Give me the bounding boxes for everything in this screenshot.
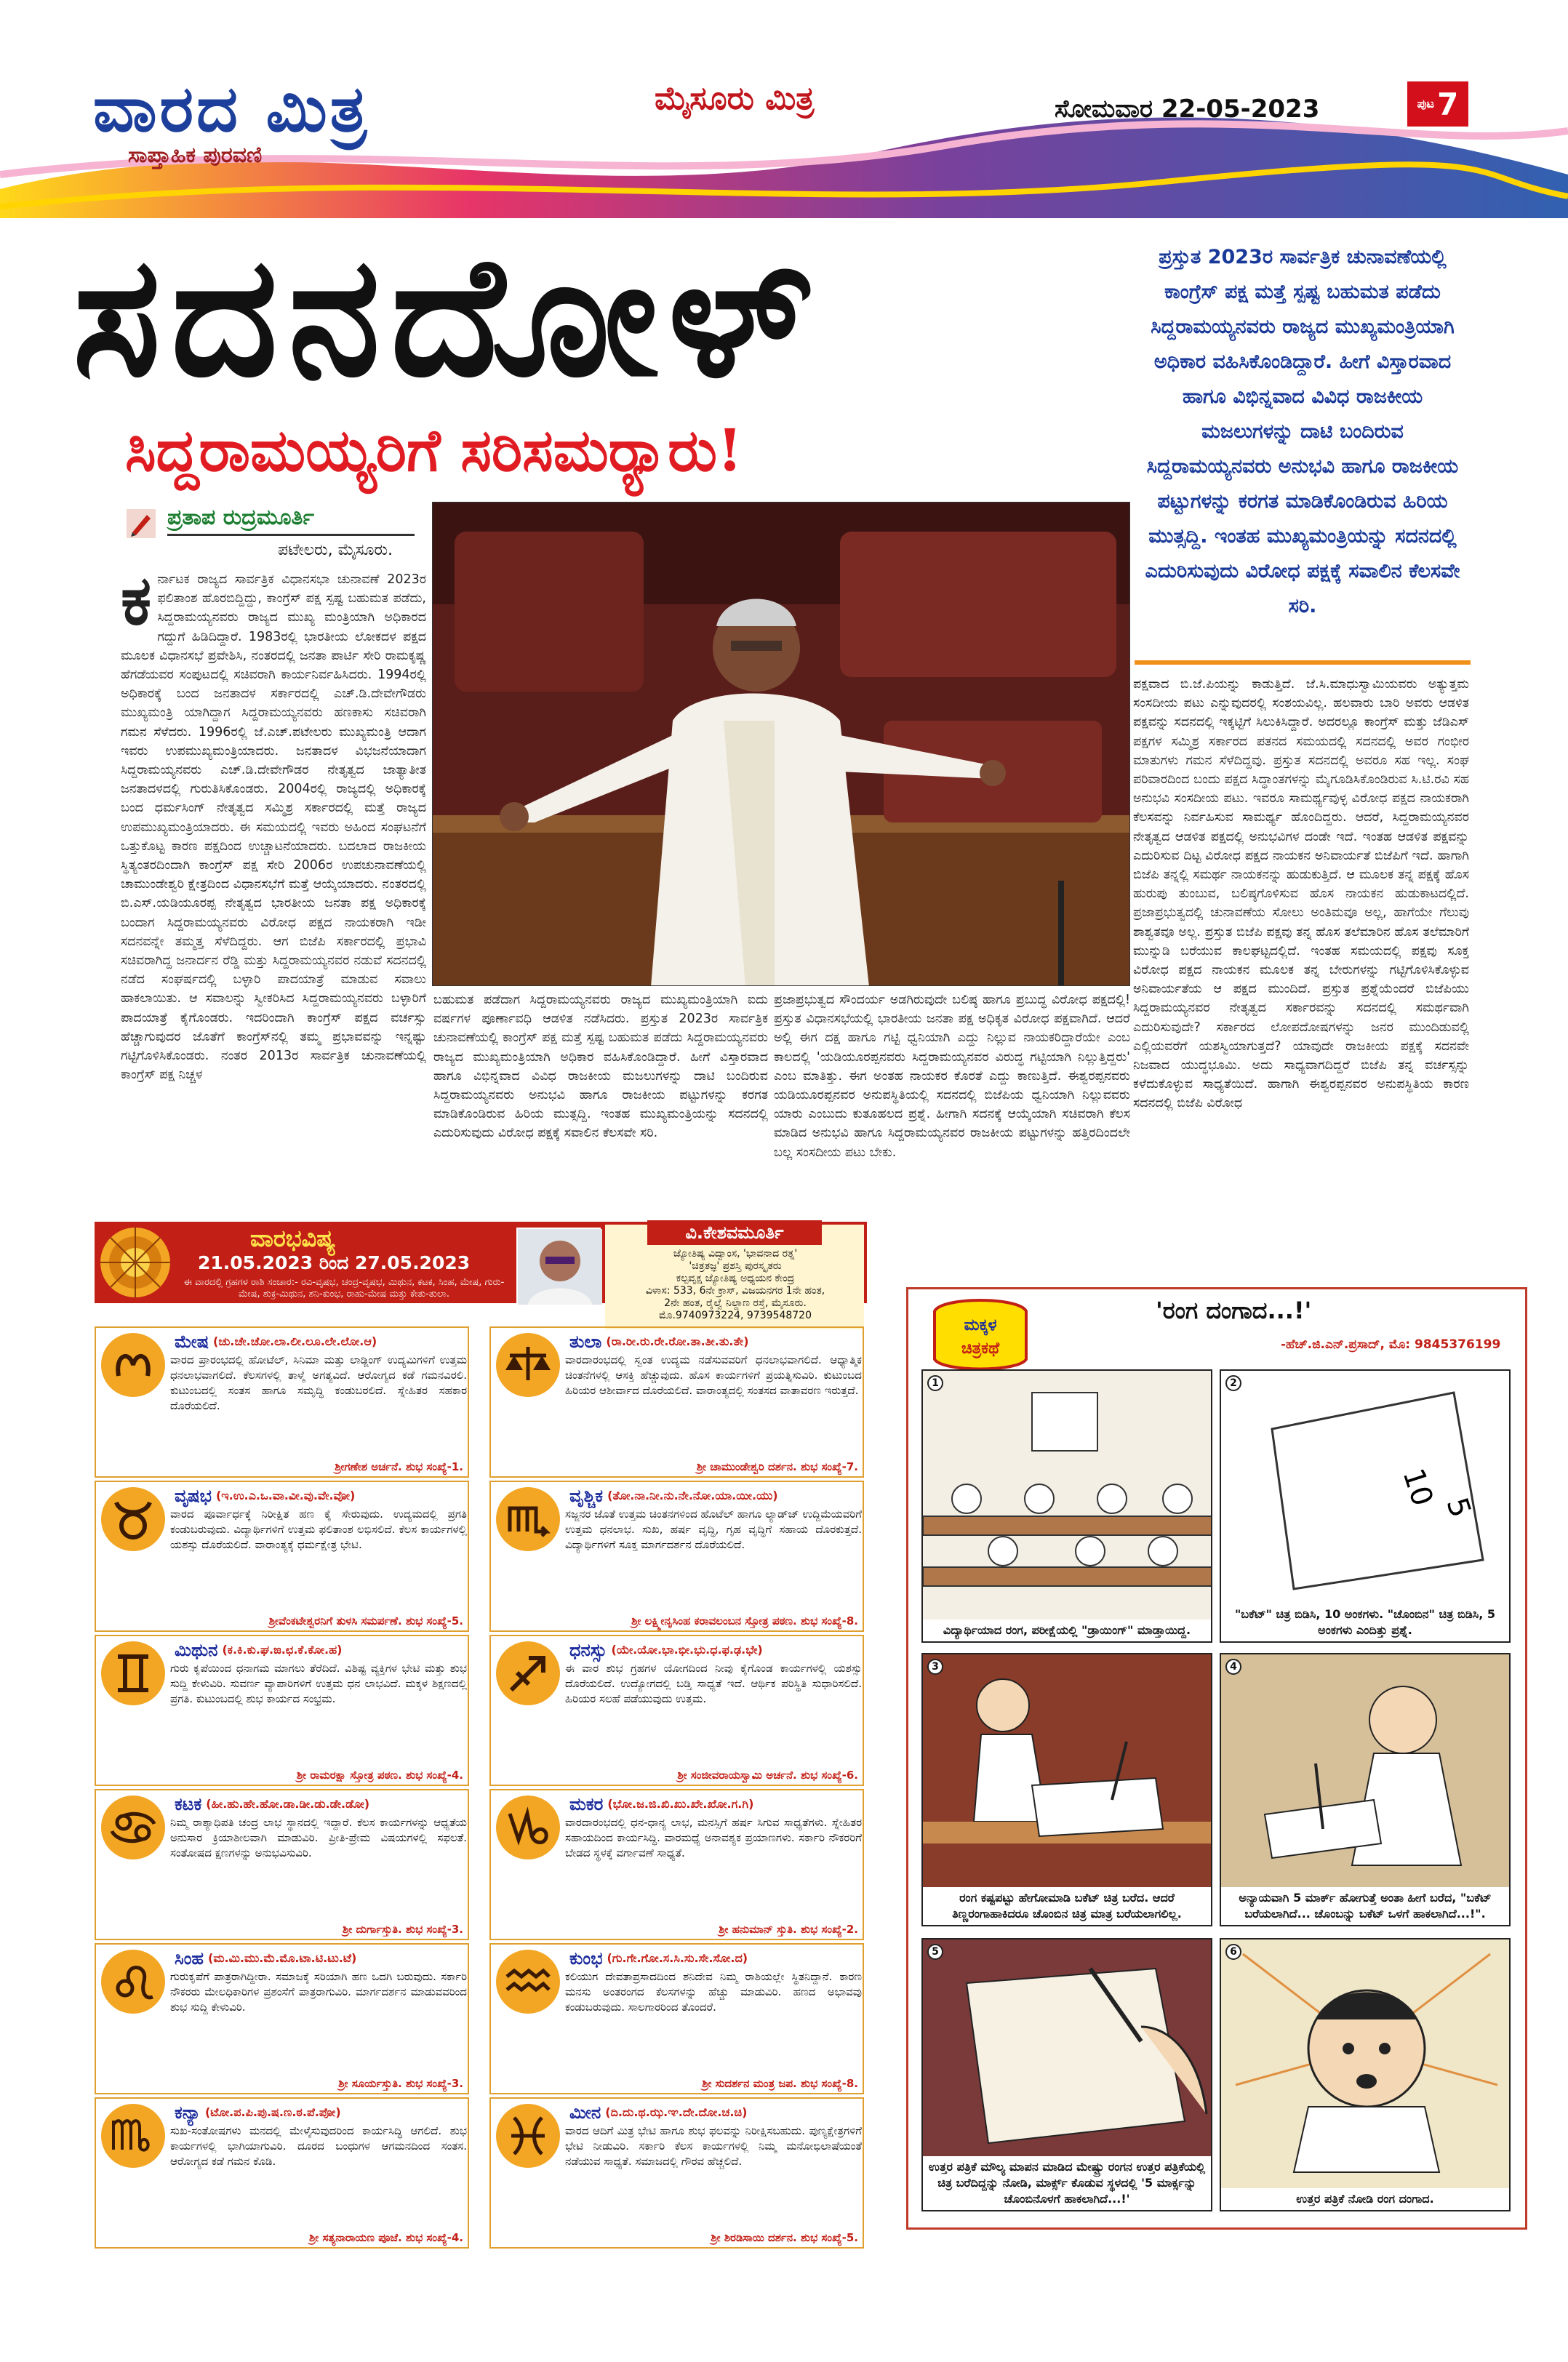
intro-text: ಪ್ರಸ್ತುತ 2023ರ ಸಾರ್ವತ್ರಿಕ ಚುನಾವಣೆಯಲ್ಲಿ ಕಾಂಗ್ರೆಸ್ ಪಕ್ಷ ಮತ್ತೆ ಸ್ಪಷ್ಟ ಬಹುಮತ ಪಡೆದು ಸಿದ್ದರಾಮಯ್ಯನವರು ರಾಜ್ಯದ ಮುಖ್ಯಮಂತ್ರಿಯಾಗಿ ಅಧಿಕಾರ ವಹಿಸಿಕೊಂಡಿದ್ದಾರೆ. ಹೀಗೆ ವಿಸ್ತಾರವಾದ ಹಾಗೂ ವಿಭಿನ್ನವಾದ ವಿವಿಧ ರಾಜಕೀಯ ಮಜಲುಗಳನ್ನು ದಾಟಿ ಬಂದಿರುವ ಸಿದ್ದರಾಮಯ್ಯನವರು ಅನುಭವಿ ಹಾಗೂ ರಾಜಕೀಯ ಪಟ್ಟುಗಳನ್ನು ಕರಗತ ಮಾಡಿಕೊಂಡಿರುವ ಹಿರಿಯ ಮುತ್ಸದ್ದಿ. ಇಂತಹ ಮುಖ್ಯಮಂತ್ರಿಯನ್ನು ಸದನದಲ್ಲಿ ಎದುರಿಸುವುದು ವಿರೋಧ ಪಕ್ಷಕ್ಕೆ ಸವಾಲಿನ ಕೆಲಸವೇ ಸರಿ. xyxy=(1145,246,1460,617)
zodiac-sign-box xyxy=(95,1943,469,2094)
sign-name: ತುಲಾ xyxy=(569,1332,602,1352)
virgo-icon xyxy=(100,2103,166,2169)
subheadline: ಸಿದ್ದರಾಮಯ್ಯರಿಗೆ ಸರಿಸಮರ್‍ಯಾರು! xyxy=(125,416,743,484)
comic-badge-line2: ಚಿತ್ರಕಥೆ xyxy=(961,1340,1000,1358)
astrologer-portrait-illustration xyxy=(518,1229,602,1305)
pullout-subtitle: ಸಾಪ್ತಾಹಿಕ ಪುರವಣಿ xyxy=(128,143,263,168)
panel-number: 2 xyxy=(1225,1375,1241,1391)
sign-text: ವಾರದಾರಂಭದಲ್ಲಿ ಧನ-ಧಾನ್ಯ ಲಾಭ, ಮನಸ್ಸಿಗೆ ಹರ್ಷ ಸಿಗುವ ಸಾಧ್ಯತೆಗಳು. ಸ್ನೇಹಿತರ ಸಹಾಯದಿಂದ ಕಾರ್ಯಸಿದ್ಧಿ. ವಾರಮಧ್ಯೆ ಅನಾವಶ್ಯಕ ಪ್ರಯಾಣಗಳು. ಸರ್ಕಾರಿ ನೌಕರರಿಗೆ ಬೇಡದ ಸ್ಥಳಕ್ಕೆ ವರ್ಗಾವಣೆ ಸಾಧ್ಯತೆ. xyxy=(565,1816,862,1859)
sign-remedy: ಶ್ರೀ ಸುದರ್ಶನ ಮಂತ್ರ ಜಪ. ಶುಭ ಸಂಖ್ಯೆ-8. xyxy=(702,2077,858,2090)
sign-text: ವಾರದ ಪ್ರಾರಂಭದಲ್ಲಿ ಹೋಟೆಲ್, ಸಿನಿಮಾ ಮತ್ತು ಲಾಡ್ಜಿಂಗ್ ಉದ್ಯಮಿಗಳಿಗೆ ಉತ್ತಮ ಧನಲಾಭವಾಗಲಿದೆ. ಕೆಲಸಗಳಲ್ಲಿ ತಾಳ್ಮೆ ಅಗತ್ಯವಿದೆ. ಆರೋಗ್ಯದ ಕಡೆ ಗಮನವಿರಲಿ. ಕುಟುಂಬದಲ್ಲಿ ಸಂತಸ ಹಾಗೂ ಸಮೃದ್ಧಿ ಕಂಡುಬರಲಿದೆ. ಸ್ನೇಹಿತರ ಸಹಕಾರ ದೊರೆಯಲಿದೆ. xyxy=(170,1353,467,1412)
panel-6-drawing xyxy=(1221,1939,1511,2211)
author-location: ಪಟೇಲರು, ಮೈಸೂರು. xyxy=(278,541,393,559)
sign-name: ವೃಶ್ಚಿಕ xyxy=(569,1486,604,1506)
sign-remedy: ಶ್ರೀ ದುರ್ಗಾಸ್ತುತಿ. ಶುಭ ಸಂಖ್ಯೆ-3. xyxy=(343,1923,463,1936)
taurus-icon xyxy=(100,1486,166,1552)
comic-credit: -ಹೆಚ್.ಜಿ.ಎನ್.ಪ್ರಸಾದ್, ಮೊ: 9845376199 xyxy=(1281,1337,1501,1352)
panel-number: 3 xyxy=(927,1659,943,1675)
intro-box xyxy=(1135,234,1471,665)
zodiac-sign-box xyxy=(95,1326,469,1478)
aries-icon xyxy=(100,1332,166,1398)
libra-icon xyxy=(495,1332,561,1398)
comic-badge-line1: ಮಕ್ಕಳ xyxy=(964,1316,997,1334)
sign-letters: (ಟೋ.ಪ.ಪಿ.ಪು.ಷ.ಣ.ಠ.ಪೆ.ಪೋ) xyxy=(204,2105,341,2119)
sign-letters: (ಯೇ.ಯೋ.ಭಾ.ಭೀ.ಭು.ಧ.ಫ.ಢ.ಭೇ) xyxy=(611,1643,763,1657)
horoscope-dates: 21.05.2023 ರಿಂದ 27.05.2023 xyxy=(198,1252,471,1273)
sign-name: ಕಟಕ xyxy=(175,1794,202,1814)
sign-text: ನಿಮ್ಮ ರಾಶ್ಯಾಧಿಪತಿ ಚಂದ್ರ ಲಾಭ ಸ್ಥಾನದಲ್ಲಿ ಇದ್ದಾರೆ. ಕೆಲಸ ಕಾರ್ಯಗಳನ್ನು ಆಧ್ಯತೆಯ ಅನುಸಾರ ಕ್ರಿಯಾಶೀಲವಾಗಿ ಮಾಡುವಿರಿ. ಪ್ರೀತಿ-ಪ್ರೇಮ ವಿಷಯಗಳಲ್ಲಿ ಸಫಲತೆ. ಸಂತೋಷದ ಕ್ಷಣಗಳನ್ನು ಅನುಭವಿಸುವಿರಿ. xyxy=(170,1816,467,1859)
sign-name: ವೃಷಭ xyxy=(175,1486,212,1506)
sign-letters: (ತೋ.ನಾ.ನೀ.ನು.ನೇ.ನೋ.ಯಾ.ಯೀ.ಯು) xyxy=(607,1489,778,1502)
sign-letters: (ಕ.ಕಿ.ಕು.ಘ.ಙ.ಛ.ಕೆ.ಕೋ.ಹ) xyxy=(222,1643,343,1657)
gemini-icon xyxy=(100,1641,166,1706)
comic-panel xyxy=(1220,1369,1511,1643)
sign-letters: (ಮ.ಮಿ.ಮು.ಮೆ.ಮೊ.ಟಾ.ಟಿ.ಟು.ಟೆ) xyxy=(208,1951,357,1965)
sign-letters: (ದಿ.ದು.ಥ.ಝ.ಞ.ದೇ.ದೋ.ಚ.ಚಿ) xyxy=(605,2105,748,2119)
sign-text: ವಾರದಾರಂಭದಲ್ಲಿ ಸ್ವಂತ ಉದ್ಯಮ ನಡೆಸುವವರಿಗೆ ಧನಲಾಭವಾಗಲಿದೆ. ಆಧ್ಯಾತ್ಮಿಕ ಚಿಂತನೆಗಳಲ್ಲಿ ಆಸಕ್ತಿ ಹೆಚ್ಚುವುದು. ಹೊಸ ಕಾರ್ಯಗಳಿಗೆ ಪ್ರಯತ್ನಿಸುವಿರಿ. ಕುಟುಂಬದ ಹಿರಿಯರ ಆಶೀರ್ವಾದ ದೊರೆಯಲಿದೆ. ವಾರಾಂತ್ಯದಲ್ಲಿ ಸಂತಸದ ವಾತಾವರಣ ಇರುತ್ತದೆ. xyxy=(565,1353,862,1397)
page-label: ಪುಟ xyxy=(1417,97,1435,111)
pullout-title: ವಾರದ ಮಿತ್ರ xyxy=(93,71,370,146)
panel-4-drawing xyxy=(1221,1654,1511,1926)
horoscope-title: ವಾರಭವಿಷ್ಯ xyxy=(250,1225,336,1252)
zodiac-sign-box xyxy=(489,1481,864,1632)
article-column-1 xyxy=(121,570,426,1210)
zodiac-sign-box xyxy=(489,2097,864,2249)
sign-remedy: ಶ್ರೀ ರಾಮರಕ್ಷಾ ಸ್ತೋತ್ರ ಪಠಣ. ಶುಭ ಸಂಖ್ಯೆ-4. xyxy=(296,1769,463,1782)
sign-remedy: ಶ್ರೀ ಸತ್ಯನಾರಾಯಣ ಪೂಜೆ. ಶುಭ ಸಂಖ್ಯೆ-4. xyxy=(309,2231,463,2244)
sign-letters: (ಭೋ.ಜ.ಜಿ.ಖಿ.ಖು.ಖೇ.ಖೋ.ಗ.ಗಿ) xyxy=(607,1797,754,1811)
sign-text: ಈ ವಾರ ಶುಭ ಗ್ರಹಗಳ ಯೋಗದಿಂದ ನೀವು ಕೈಗೊಂಡ ಕಾರ್ಯಗಳಲ್ಲಿ ಯಶಸ್ಸು ದೊರೆಯಲಿದೆ. ಉದ್ಯೋಗದಲ್ಲಿ ಬಡ್ತಿ ಸಾಧ್ಯತೆ ಇದೆ. ಆರ್ಥಿಕ ಪರಿಸ್ಥಿತಿ ಸುಧಾರಿಸಲಿದೆ. ಹಿರಿಯರ ಸಲಹೆ ಪಡೆಯುವುದು ಉತ್ತಮ. xyxy=(565,1662,862,1705)
sign-remedy: ಶ್ರೀವೆಂಕಟೇಶ್ವರನಿಗೆ ತುಳಸಿ ಸಮರ್ಪಣೆ. ಶುಭ ಸಂಖ್ಯೆ-5. xyxy=(268,1614,463,1628)
astrologer-line: ವಿಳಾಸ: 533, 6ನೇ ಕ್ರಾಸ್, ವಿಜಯನಗರ 1ನೇ ಹಂತ, xyxy=(645,1285,825,1297)
scorpio-icon xyxy=(495,1486,561,1552)
newspaper-name: ಮೈಸೂರು ಮಿತ್ರ xyxy=(655,80,815,117)
sign-name: ಮಕರ xyxy=(569,1794,604,1814)
paper-number-5: 5 xyxy=(1439,1493,1478,1522)
pisces-icon xyxy=(495,2103,561,2169)
page-number-badge xyxy=(1407,81,1468,127)
sign-name: ಮಿಥುನ xyxy=(175,1640,218,1660)
sign-letters: (ರಾ.ರೀ.ರು.ರೇ.ರೋ.ತಾ.ತೀ.ತು.ತೇ) xyxy=(606,1334,749,1348)
issue-date: ಸೋಮವಾರ 22-05-2023 xyxy=(1055,95,1320,124)
sign-text: ವಾರದ ಆದಿಗೆ ಮಿತ್ರ ಭೇಟಿ ಹಾಗೂ ಶುಭ ಫಲವನ್ನು ನಿರೀಕ್ಷಿಸಬಹುದು. ಪುಣ್ಯಕ್ಷೇತ್ರಗಳಿಗೆ ಭೇಟಿ ನೀಡುವಿರಿ. ಸರ್ಕಾರಿ ಕೆಲಸ ಕಾರ್ಯಗಳಲ್ಲಿ ನಿಮ್ಮ ಮನೋಭಿಲಾಷೆಯಂತೆ ನಡೆಯುವ ಸಾಧ್ಯತೆ. ಸಮಾಜದಲ್ಲಿ ಗೌರವ ಹೆಚ್ಚಲಿದೆ. xyxy=(565,2124,862,2168)
sign-text: ಕಲಿಯುಗ ದೇವತಾಪ್ರಸಾದದಿಂದ ಶನಿದೇವ ನಿಮ್ಮ ರಾಶಿಯಲ್ಲೇ ಸ್ಥಿತನಿದ್ದಾನೆ. ಕಾರಣ ಮನಸು ಅಂತರಂಗದ ಕೆಲಸಗಳನ್ನು ಹೆಚ್ಚು ಮಾಡುವಿರಿ. ಹಣದ ಅಭಾವವು ಕಂಡುಬರುವುದು. ಸಾಲಗಾರರಿಂದ ತೊಂದರೆ. xyxy=(565,1970,862,2014)
sagittarius-icon xyxy=(495,1641,561,1706)
panel-caption: ಉತ್ತರ ಪತ್ರಿಕೆ ನೋಡಿ ರಂಗ ದಂಗಾದ. xyxy=(1221,2188,1509,2210)
horoscope-section xyxy=(95,1222,867,2257)
sign-name: ಮೇಷ xyxy=(175,1332,209,1352)
sign-letters: (ಹೀ.ಹು.ಹೇ.ಹೋ.ಡಾ.ಡೀ.ಡು.ಡೇ.ಡೋ) xyxy=(206,1797,370,1811)
headline: ಸದನದೋಳ್ xyxy=(73,218,823,413)
astrologer-line: ಕಲ್ಪವೃಕ್ಷ ಜ್ಯೋತಿಷ್ಯ ಅಧ್ಯಯನ ಕೇಂದ್ರ xyxy=(676,1273,795,1284)
comic-badge xyxy=(927,1297,1033,1378)
astrologer-name: ವಿ.ಕೇಶವಮೂರ್ತಿ xyxy=(647,1220,822,1245)
sign-text: ಸಜ್ಜನರ ಜೊತೆ ಉತ್ತಮ ಚಿಂತನಗಳಿಂದ ಹೊಟೆಲ್ ಹಾಗೂ ಲ್ಯಾಡ್‌ಜ್ ಉದ್ದಿಮೆಯವರಿಗೆ ಉತ್ತಮ ಧನಲಾಭ. ಸುಖ, ಹರ್ಷ ವೃದ್ಧಿ, ಗೃಹ ವೃದ್ಧಿಗೆ ಸಹಾಯ ದೊರಕುತ್ತದೆ. ವಿದ್ಯಾರ್ಥಿಗಳಿಗೆ ಸೂಕ್ತ ಮಾರ್ಗದರ್ಶನ ದೊರೆಯಲಿದೆ. xyxy=(565,1508,862,1551)
sign-remedy: ಶ್ರೀ ಚಾಮುಂಡೇಶ್ವರಿ ದರ್ಶನ. ಶುಭ ಸಂಖ್ಯೆ-7. xyxy=(696,1460,858,1473)
panel-2-drawing xyxy=(1221,1371,1511,1643)
aquarius-icon xyxy=(495,1949,561,2014)
panel-1-drawing xyxy=(923,1371,1212,1643)
cancer-icon xyxy=(100,1795,166,1860)
sign-text: ಗುರು ಕೃಪೆಯಿಂದ ಧನಾಗಮ ಮಾಗಲು ತೆರೆದಿದೆ. ವಿಶಿಷ್ಟ ವ್ಯಕ್ತಿಗಳ ಭೇಟಿ ಮತ್ತು ಶುಭ ಸುದ್ದಿ ಕೇಳುವಿರಿ. ಸುವರ್ಣ ವ್ಯಾಪಾರಿಗಳಿಗೆ ಉತ್ತಮ ಧನ ಲಾಭವಿದೆ. ಮಕ್ಕಳ ಶಿಕ್ಷಣದಲ್ಲಿ ಪ್ರಗತಿ. ಕುಟುಂಬದಲ್ಲಿ ಶುಭ ಕಾರ್ಯದ ಸಂಭ್ರಮ. xyxy=(170,1662,467,1705)
comic-panel xyxy=(921,1653,1212,1926)
sign-letters: (ಗು.ಗೇ.ಗೋ.ಸ.ಸಿ.ಸು.ಸೇ.ಸೋ.ದ) xyxy=(607,1951,748,1965)
zodiac-sign-box xyxy=(489,1789,864,1940)
sign-name: ಮೀನ xyxy=(569,2102,601,2123)
article-photo xyxy=(432,502,1130,986)
zodiac-sign-box xyxy=(489,1635,864,1786)
panel-caption: ಅನ್ಯಾಯವಾಗಿ 5 ಮಾರ್ಕ್ ಹೋಗುತ್ತೆ ಅಂತಾ ಹೀಗೆ ಬರೆದ, "ಬಕೆಟ್ ಬರೆಯಲಾಗಿದೆ... ಚೊಂಬನ್ನು ಬಕೆಟ್ ಒಳಗೆ ಹಾಕಲಾಗಿದೆ...!". xyxy=(1221,1887,1509,1925)
zodiac-sign-box xyxy=(95,1481,469,1632)
astrologer-line: 2ನೇ ಹಂತ, ರೈಲ್ವೆ ನಿಲ್ದಾಣ ರಸ್ತೆ, ಮೈಸೂರು. xyxy=(664,1297,807,1309)
sign-name: ಧನಸ್ಸು xyxy=(569,1640,607,1660)
sign-remedy: ಶ್ರೀಗಣೇಶ ಅರ್ಚನೆ. ಶುಭ ಸಂಖ್ಯೆ-1. xyxy=(335,1460,463,1473)
sign-name: ಕನ್ಯಾ xyxy=(175,2102,201,2123)
drop-cap: ಕ xyxy=(121,570,152,641)
panel-number: 4 xyxy=(1225,1659,1241,1675)
sign-remedy: ಶ್ರೀ ಲಕ್ಷ್ಮೀನೃಸಿಂಹ ಕರಾವಲಂಬನ ಸ್ತೋತ್ರ ಪಠಣ. ಶುಭ ಸಂಖ್ಯೆ-8. xyxy=(631,1614,858,1628)
horoscope-transit: ಈ ವಾರದಲ್ಲಿ ಗ್ರಹಗಳ ರಾಶಿ ಸಂಚಾರ:- ರವಿ-ವೃಷಭ, ಚಂದ್ರ-ವೃಷಭ, ಮಿಥುನ, ಕಟಕ, ಸಿಂಹ, ಮೇಷ, ಗುರು-ಮೇಷ, ಶುಕ್ರ-ಮಿಥುನ, ಶನಿ-ಕುಂಭ, ರಾಹು-ಮೇಷ ಮತ್ತು ಕೇತು-ತುಲಾ. xyxy=(183,1277,505,1300)
panel-3-drawing xyxy=(923,1654,1212,1926)
panel-caption: ಉತ್ತರ ಪತ್ರಿಕೆ ಮೌಲ್ಯ ಮಾಪನ ಮಾಡಿದ ಮೇಷ್ಟ್ರು ರಂಗನ ಉತ್ತರ ಪತ್ರಿಕೆಯಲ್ಲಿ ಚಿತ್ರ ಬರೆದಿದ್ದನ್ನು ನೋಡಿ, ಮಾರ್ಕ್ಸ್ ಕೊಡುವ ಸ್ಥಳದಲ್ಲಿ '5 ಮಾರ್ಕ್ಸನ್ನು ಚೊಂಬಿನೊಳಗೆ ಹಾಕಲಾಗಿದೆ...!' xyxy=(923,2156,1211,2210)
astrologer-line: 'ಚಿತ್ರತಜ್ಞ' ಪ್ರಶಸ್ತಿ ಪುರಸ್ಕೃತರು xyxy=(689,1260,782,1272)
assembly-photo-illustration xyxy=(433,503,1130,986)
paper-number-10: 10 xyxy=(1396,1464,1439,1510)
sign-letters: (ಚು.ಚೇ.ಚೋ.ಲಾ.ಲೀ.ಲೂ.ಲೇ.ಲೋ.ಆ) xyxy=(213,1334,377,1348)
comic-panel xyxy=(1220,1938,1511,2211)
zodiac-sign-box xyxy=(489,1943,864,2094)
article-column-4: ಪಕ್ಷವಾದ ಬಿ.ಜೆ.ಪಿಯನ್ನು ಕಾಡುತ್ತಿದೆ. ಜೆ.ಸಿ.ಮಾಧುಸ್ವಾಮಿಯವರು ಅತ್ಯುತ್ತಮ ಸಂಸದೀಯ ಪಟು ಎನ್ನುವುದರಲ್ಲಿ ಸಂಶಯವಿಲ್ಲ. ಹಲವಾರು ಬಾರಿ ಅವರು ಆಡಳಿತ ಪಕ್ಷವನ್ನು ಸದನದಲ್ಲಿ ಇಕ್ಕಟ್ಟಿಗೆ ಸಿಲುಕಿಸಿದ್ದಾರೆ. ಅದರಲ್ಲೂ ಕಾಂಗ್ರೆಸ್ ಮತ್ತು ಜೆಡಿಎಸ್ ಪಕ್ಷಗಳ ಸಮ್ಮಿಶ್ರ ಸರ್ಕಾರದ ಪತನದ ಸಮಯದಲ್ಲಿ ಸದನದಲ್ಲಿ ಅವರ ಗಂಭೀರ ಮಾತುಗಳು ಗಮನ ಸೆಳೆದಿದ್ದವು. ಪ್ರಸ್ತುತ ಸದನದಲ್ಲಿ ಅವರೂ ಸಹ ಇಲ್ಲ. ಸಂಘ ಪರಿವಾರದಿಂದ ಬಂದು ಪಕ್ಷದ ಸಿದ್ಧಾಂತಗಳನ್ನು ಮೈಗೂಡಿಸಿಕೊಂಡಿರುವ ಸಿ.ಟಿ.ರವಿ ಸಹ ಅನುಭವಿ ಸಂಸದೀಯ ಪಟು. ಇವರೂ ಸಾಮರ್ಥ್ಯವುಳ್ಳ ವಿರೋಧ ಪಕ್ಷದ ನಾಯಕರಾಗಿ ಕೆಲಸವನ್ನು ನಿರ್ವಹಿಸುವ ಸಾಮರ್ಥ್ಯ ಹೊಂದಿದ್ದರು. ಆದರೆ, ಸಿದ್ದರಾಮಯ್ಯನವರ ನೇತೃತ್ವದ ಆಡಳಿತ ಪಕ್ಷದಲ್ಲಿ ಅನುಭವಿಗಳ ದಂಡೇ ಇದೆ. ಇಂತಹ ಆಡಳಿತ ಪಕ್ಷವನ್ನು ಎದುರಿಸುವ ದಿಟ್ಟ ವಿರೋಧ ಪಕ್ಷದ ನಾಯಕನ ಅನಿವಾರ್ಯತೆ ಬಿಜೆಪಿಗೆ ಇದೆ. ಹಾಗಾಗಿ ಬಿಜೆಪಿ ತನ್ನಲ್ಲಿ ಸಮರ್ಥ ನಾಯಕನನ್ನು ಹುಡುಕುತ್ತಿದೆ. ಆ ಮೂಲಕ ತನ್ನ ಪಕ್ಷಕ್ಕೆ ಹೊಸ ಹುರುಪು ತುಂಬುವ, ಬಲಿಷ್ಠಗೊಳಿಸುವ ಹೊಸ ನಾಯಕನ ಹುಡುಕಾಟದಲ್ಲಿದೆ. ಪ್ರಜಾಪ್ರಭುತ್ವದಲ್ಲಿ ಚುನಾವಣೆಯ ಸೋಲು ಅಂತಿಮವೂ ಅಲ್ಲ, ಹಾಗೆಯೇ ಗೆಲುವು ಶಾಶ್ವತವೂ ಅಲ್ಲ. ಪ್ರಸ್ತುತ ಬಿಜೆಪಿ ಪಕ್ಷವು ತನ್ನ ಹೊಸ ತಲೆಮಾರಿನ ಹೊಸ ತಲೆಮಾರಿಗೆ ಮುನ್ನುಡಿ ಬರೆಯುವ ಕಾಲಘಟ್ಟದಲ್ಲಿದೆ. ಇಂತಹ ಸಮಯದಲ್ಲಿ ಪಕ್ಷವು ಸೂಕ್ತ ವಿರೋಧ ಪಕ್ಷದ ನಾಯಕನ ಮೂಲಕ ತನ್ನ ಬೇರುಗಳನ್ನು ಗಟ್ಟಿಗೊಳಿಸಿಕೊಳ್ಳುವ ಅನಿವಾರ್ಯತೆಯ ಆ ಪಕ್ಷದ ಮುಂದಿದೆ. ಪ್ರಸ್ತುತ ಪ್ರಶ್ನೆಯೆಂದರೆ ಬಿಜೆಪಿಯು ಸಿದ್ದರಾಮಯ್ಯನವರ ನೇತೃತ್ವದ ಸರ್ಕಾರವನ್ನು ಸದನದಲ್ಲಿ ಸಮರ್ಥವಾಗಿ ಎದುರಿಸುವುದೇ? ಸರ್ಕಾರದ ಲೋಪದೋಷಗಳನ್ನು ಜನರ ಮುಂದಿಡುವಲ್ಲಿ ಎಲ್ಲಿಯವರೆಗೆ ಯಶಸ್ವಿಯಾಗುತ್ತದೆ? ಯಾವುದೇ ರಾಜಕೀಯ ಪಕ್ಷಕ್ಕೆ ಸದನವೇ ನಿಜವಾದ ಯುದ್ಧಭೂಮಿ. ಅದು ಸಾಧ್ಯವಾಗದಿದ್ದರೆ ಬಿಜೆಪಿ ತನ್ನ ವರ್ಚಸ್ಸನ್ನು ಕಳೆದುಕೊಳ್ಳುವ ಸಾಧ್ಯತೆಯಿದೆ. ಹಾಗಾಗಿ ಈಶ್ವರಪ್ಪನವರ ಅನುಪಸ್ಥಿತಿಯ ಕಾರಣ ಸದನದಲ್ಲಿ ಬಿಜೆಪಿ ವಿರೋಧ xyxy=(1133,677,1469,1111)
sign-letters: (ಇ.ಉ.ಎ.ಒ.ವಾ.ವೀ.ವು.ವೇ.ವೋ) xyxy=(215,1489,356,1502)
sign-text: ಸುಖ-ಸಂತೋಷಗಳು ಮನದಲ್ಲಿ ಮೇಳೈಸುವುದರಿಂದ ಕಾರ್ಯಸಿದ್ಧಿ ಆಗಲಿದೆ. ಶುಭ ಕಾರ್ಯಗಳಲ್ಲಿ ಭಾಗಿಯಾಗುವಿರಿ. ದೂರದ ಬಂಧುಗಳ ಆಗಮನದಿಂದ ಸಂತಸ. ಆರೋಗ್ಯದ ಕಡೆ ಗಮನ ಕೊಡಿ. xyxy=(170,2124,467,2168)
comic-title: 'ರಂಗ ದಂಗಾದ...!' xyxy=(1156,1297,1312,1324)
sign-remedy: ಶ್ರೀ ಹನುಮಾನ್ ಸ್ತುತಿ. ಶುಭ ಸಂಖ್ಯೆ-2. xyxy=(719,1923,858,1936)
author-name: ಪ್ರತಾಪ ರುದ್ರಮೂರ್ತಿ xyxy=(167,505,314,530)
sign-remedy: ಶ್ರೀ ಶಿರಡಿಸಾಯಿ ದರ್ಶನ. ಶುಭ ಸಂಖ್ಯೆ-5. xyxy=(711,2231,858,2244)
sign-remedy: ಶ್ರೀ ಸಂಜೀವರಾಯಸ್ವಾಮಿ ಅರ್ಚನೆ. ಶುಭ ಸಂಖ್ಯೆ-6. xyxy=(677,1769,858,1782)
comic-panel xyxy=(921,1938,1212,2211)
byline-rule xyxy=(167,534,415,536)
article-column-2: ಬಹುಮತ ಪಡೆದಾಗ ಸಿದ್ದರಾಮಯ್ಯನವರು ರಾಜ್ಯದ ಮುಖ್ಯಮಂತ್ರಿಯಾಗಿ ಐದು ವರ್ಷಗಳ ಪೂರ್ಣಾವಧಿ ಆಡಳಿತ ನಡೆಸಿದರು. ಪ್ರಸ್ತುತ 2023ರ ಸಾರ್ವತ್ರಿಕ ಚುನಾವಣೆಯಲ್ಲಿ ಕಾಂಗ್ರೆಸ್ ಪಕ್ಷ ಮತ್ತೆ ಸ್ಪಷ್ಟ ಬಹುಮತ ಪಡೆದು ಸಿದ್ದರಾಮಯ್ಯನವರು ರಾಜ್ಯದ ಮುಖ್ಯಮಂತ್ರಿಯಾಗಿ ಅಧಿಕಾರ ವಹಿಸಿಕೊಂಡಿದ್ದಾರೆ. ಹೀಗೆ ವಿಸ್ತಾರವಾದ ಹಾಗೂ ವಿಭಿನ್ನವಾದ ವಿವಿಧ ರಾಜಕೀಯ ಮಜಲುಗಳನ್ನು ದಾಟಿ ಬಂದಿರುವ ಸಿದ್ದರಾಮಯ್ಯನವರು ಅನುಭವಿ ಹಾಗೂ ರಾಜಕೀಯ ಪಟ್ಟುಗಳನ್ನು ಕರಗತ ಮಾಡಿಕೊಂಡಿರುವ ಹಿರಿಯ ಮುತ್ಸದ್ದಿ. ಇಂತಹ ಮುಖ್ಯಮಂತ್ರಿಯನ್ನು ಸದನದಲ್ಲಿ ಎದುರಿಸುವುದು ವಿರೋಧ ಪಕ್ಷಕ್ಕೆ ಸವಾಲಿನ ಕೆಲಸವೇ ಸರಿ. xyxy=(433,993,768,1141)
sign-text: ಗುರುಕೃಪೆಗೆ ಪಾತ್ರರಾಗಿದ್ದೀರಾ. ಸಮಾಜಕ್ಕೆ ಸರಿಯಾಗಿ ಹಣ ಒದಗಿ ಬರುವುದು. ಸರ್ಕಾರಿ ನೌಕರರು ಮೇಲಧಿಕಾರಿಗಳ ಪ್ರಶಂಸೆಗೆ ಪಾತ್ರರಾಗುವಿರಿ. ಮಾರ್ಗದರ್ಶನ ಮಾಡುವವರಿಂದ ಶುಭ ಸುದ್ದಿ ಕೇಳುವಿರಿ. xyxy=(170,1970,467,2014)
masthead xyxy=(0,0,1568,218)
panel-number: 6 xyxy=(1225,1944,1241,1960)
zodiac-sign-box xyxy=(95,2097,469,2249)
panel-number: 5 xyxy=(927,1944,943,1960)
comic-panel xyxy=(1220,1653,1511,1926)
zodiac-sign-box xyxy=(489,1326,864,1478)
article-column-3: ಪ್ರಜಾಪ್ರಭುತ್ವದ ಸೌಂದರ್ಯ ಅಡಗಿರುವುದೇ ಬಲಿಷ್ಠ ಹಾಗೂ ಪ್ರಬುದ್ಧ ವಿರೋಧ ಪಕ್ಷದಲ್ಲಿ! ಪ್ರಸ್ತುತ ವಿಧಾನಸಭೆಯಲ್ಲಿ ಭಾರತೀಯ ಜನತಾ ಪಕ್ಷ ಅಧಿಕೃತ ವಿರೋಧ ಪಕ್ಷವಾಗಿದೆ. ಆದರೆ ಅಲ್ಲಿ ಈಗ ದಕ್ಷ ಹಾಗೂ ಗಟ್ಟಿ ಧ್ವನಿಯಾಗಿ ಎದ್ದು ನಿಲ್ಲುವ ನಾಯಕರಿದ್ದಾರೆಯೇ ಎಂಬ ಕಾಲದಲ್ಲಿ 'ಯಡಿಯೂರಪ್ಪನವರು ಸಿದ್ದರಾಮಯ್ಯನವರ ವಿರುದ್ಧ ಗಟ್ಟಿಯಾಗಿ ನಿಲ್ಲುತ್ತಿದ್ದರು' ಎಂಬ ಮಾತಿತ್ತು. ಈಗ ಅಂತಹ ನಾಯಕರ ಕೊರತೆ ಎದ್ದು ಕಾಣುತ್ತಿದೆ. ಈಶ್ವರಪ್ಪನವರು ಯಡಿಯೂರಪ್ಪನವರ ಅನುಪಸ್ಥಿತಿಯಲ್ಲಿ ಸದನದಲ್ಲಿ ಬಿಜೆಪಿಯ ಧ್ವನಿಯಾಗಿ ನಿಲ್ಲುವವರು ಯಾರು ಎಂಬುದು ಕುತೂಹಲದ ಪ್ರಶ್ನೆ. ಹೀಗಾಗಿ ಸದನಕ್ಕೆ ಆಯ್ಕೆಯಾಗಿ ಸಚಿವರಾಗಿ ಕೆಲಸ ಮಾಡಿದ ಅನುಭವಿ ಹಾಗೂ ಸಿದ್ದರಾಮಯ್ಯನವರ ರಾಜಕೀಯ ಪಟ್ಟುಗಳನ್ನು ಹತ್ತಿರದಿಂದಲೇ ಬಲ್ಲ ಸಂಸದೀಯ ಪಟು ಬೇಕು. xyxy=(774,993,1130,1160)
byline xyxy=(121,502,426,566)
astrologer-photo xyxy=(516,1228,601,1303)
page-number: 7 xyxy=(1437,86,1459,122)
panel-caption: ರಂಗ ಕಷ್ಟಪಟ್ಟು ಹೇಗೋಮಾಡಿ ಬಕೆಟ್ ಚಿತ್ರ ಬರೆದ. ಆದರೆ ತಿಣ್ಣರಂಗಾಹಾಕಿದರೂ ಚೊಂಬಿನ ಚಿತ್ರ ಮಾತ್ರ ಬರೆಯಲಾಗಲಿಲ್ಲ. xyxy=(923,1887,1211,1925)
pen-icon xyxy=(127,509,156,538)
article-column-1-text: ರ್ನಾಟಕ ರಾಜ್ಯದ ಸಾರ್ವತ್ರಿಕ ವಿಧಾನಸಭಾ ಚುನಾವಣೆ 2023ರ ಫಲಿತಾಂಶ ಹೊರಬಿದ್ದಿದ್ದು, ಕಾಂಗ್ರೆಸ್ ಪಕ್ಷ ಸ್ಪಷ್ಟ ಬಹುಮತ ಪಡೆದು, ಸಿದ್ದರಾಮಯ್ಯನವರು ರಾಜ್ಯದ ಮುಖ್ಯ ಮಂತ್ರಿಯಾಗಿ ಅಧಿಕಾರದ ಗದ್ದುಗೆ ಹಿಡಿದಿದ್ದಾರೆ. 1983ರಲ್ಲಿ ಭಾರತೀಯ ಲೋಕದಳ ಪಕ್ಷದ ಮೂಲಕ ವಿಧಾನಸಭೆ ಪ್ರವೇಶಿಸಿ, ನಂತರದಲ್ಲಿ ಜನತಾ ಪಾರ್ಟಿ ಸೇರಿ ರಾಮಕೃಷ್ಣ ಹೆಗಡೆಯವರ ಸಂಪುಟದಲ್ಲಿ ಸಚಿವರಾಗಿ ಕಾರ್ಯನಿರ್ವಹಿಸಿದರು. 1994ರಲ್ಲಿ ಅಧಿಕಾರಕ್ಕೆ ಬಂದ ಜನತಾದಳ ಸರ್ಕಾರದಲ್ಲಿ ಎಚ್.ಡಿ.ದೇವೇಗೌಡರು ಮುಖ್ಯಮಂತ್ರಿ ಯಾಗಿದ್ದಾಗ ಸಿದ್ದರಾಮಯ್ಯನವರು ಹಣಕಾಸು ಸಚಿವರಾಗಿ ಗಮನ ಸೆಳೆದರು. 1996ರಲ್ಲಿ ಜೆ.ಎಚ್.ಪಟೇಲರು ಮುಖ್ಯಮಂತ್ರಿ ಆದಾಗ ಇವರು ಉಪಮುಖ್ಯಮಂತ್ರಿಯಾದರು. ಜನತಾದಳ ವಿಭಜನೆಯಾದಾಗ ಸಿದ್ದರಾಮಯ್ಯನವರು ಎಚ್.ಡಿ.ದೇವೇಗೌಡರ ನೇತೃತ್ವದ ಜಾತ್ಯಾತೀತ ಜನತಾದಳದಲ್ಲಿ ಗುರುತಿಸಿಕೊಂಡರು. 2004ರಲ್ಲಿ ರಾಜ್ಯದಲ್ಲಿ ಅಧಿಕಾರಕ್ಕೆ ಬಂದ ಧರ್ಮಸಿಂಗ್ ನೇತೃತ್ವದ ಸಮ್ಮಿಶ್ರ ಸರ್ಕಾರದಲ್ಲಿ ಮತ್ತೆ ರಾಜ್ಯದ ಉಪಮುಖ್ಯಮಂತ್ರಿಯಾದರು. ಈ ಸಮಯದಲ್ಲಿ ಇವರು ಅಹಿಂದ ಸಂಘಟನೆಗೆ ಒತ್ತುಕೊಟ್ಟ ಕಾರಣ ಪಕ್ಷದಿಂದ ಉಚ್ಚಾಟನೆಯಾದರು. ಬದಲಾದ ರಾಜಕೀಯ ಸ್ಥಿತ್ಯಂತರದಿಂದಾಗಿ ಕಾಂಗ್ರೆಸ್ ಪಕ್ಷ ಸೇರಿ 2006ರ ಉಪಚುನಾವಣೆಯಲ್ಲಿ ಚಾಮುಂಡೇಶ್ವರಿ ಕ್ಷೇತ್ರದಿಂದ ವಿಧಾನಸಭೆಗೆ ಮತ್ತೆ ಆಯ್ಕೆಯಾದರು. ನಂತರದಲ್ಲಿ ಬಿ.ಎಸ್.ಯಡಿಯೂರಪ್ಪ ನೇತೃತ್ವದ ಭಾರತೀಯ ಜನತಾ ಪಕ್ಷ ಅಧಿಕಾರಕ್ಕೆ ಬಂದಾಗ ಸಿದ್ದರಾಮಯ್ಯನವರು ವಿರೋಧ ಪಕ್ಷದ ನಾಯಕರಾಗಿ ಇಡೀ ಸದನವನ್ನೇ ತಮ್ಮತ್ತ ಸೆಳೆದಿದ್ದರು. ಆಗ ಬಿಜೆಪಿ ಸರ್ಕಾರದಲ್ಲಿ ಪ್ರಭಾವಿ ಸಚಿವರಾಗಿದ್ದ ಜನಾರ್ದನ ರೆಡ್ಡಿ ಮತ್ತು ಸಿದ್ದರಾಮಯ್ಯನವರ ನಡುವೆ ಸದನದಲ್ಲಿ ನಡೆದ ಸಂಘರ್ಷದಲ್ಲಿ ಬಳ್ಳಾರಿ ಪಾದಯಾತ್ರೆ ಮಾಡುವ ಸವಾಲು ಹಾಕಲಾಯಿತು. ಆ ಸವಾಲನ್ನು ಸ್ವೀಕರಿಸಿದ ಸಿದ್ದರಾಮಯ್ಯನವರು ಬಳ್ಳಾರಿಗೆ ಪಾದಯಾತ್ರೆ ಕೈಗೊಂಡರು. ಇದರಿಂದಾಗಿ ಕಾಂಗ್ರೆಸ್ ಪಕ್ಷದ ವರ್ಚಸ್ಸು ಹೆಚ್ಚಾಗುವುದರ ಜೊತೆಗೆ ಕಾಂಗ್ರೆಸ್‌ನಲ್ಲಿ ತಮ್ಮ ಪ್ರಭಾವವನ್ನು ಇನ್ನಷ್ಟು ಗಟ್ಟಿಗೊಳಿಸಿಕೊಂಡರು. ನಂತರ 2013ರ ಸಾರ್ವತ್ರಿಕ ಚುನಾವಣೆಯಲ್ಲಿ ಕಾಂಗ್ರೆಸ್ ಪಕ್ಷ ನಿಚ್ಚಳ xyxy=(121,572,426,1083)
astrologer-phone: ಮೊ.9740973224, 9739548720 xyxy=(659,1310,812,1321)
comic-panel xyxy=(921,1369,1212,1643)
astrologer-details xyxy=(609,1248,861,1322)
leo-icon xyxy=(100,1949,166,2014)
sign-remedy: ಶ್ರೀ ಸೂರ್ಯಸ್ತುತಿ. ಶುಭ ಸಂಖ್ಯೆ-3. xyxy=(338,2077,463,2090)
sign-name: ಕುಂಭ xyxy=(569,1948,603,1969)
panel-caption: ವಿದ್ಯಾರ್ಥಿಯಾದ ರಂಗ, ಪರೀಕ್ಷೆಯಲ್ಲಿ "ಡ್ರಾಯಿಂಗ್" ಮಾಡ್ತಾಯಿದ್ದ. xyxy=(923,1620,1211,1641)
zodiac-sign-box xyxy=(95,1635,469,1786)
astrologer-line: ಜ್ಯೋತಿಷ್ಯ ವಿದ್ವಾಂಸ, 'ಭಾವನಾದ ರತ್ನ' xyxy=(673,1248,798,1260)
capricorn-icon xyxy=(495,1795,561,1860)
sign-name: ಸಿಂಹ xyxy=(175,1948,204,1969)
sign-text: ವಾರದ ಪೂರ್ವಾರ್ಧಕ್ಕೆ ನಿರೀಕ್ಷಿತ ಹಣ ಕೈ ಸೇರುವುದು. ಉದ್ಯಮದಲ್ಲಿ ಪ್ರಗತಿ ಕಂಡುಬರುವುದು. ವಿದ್ಯಾರ್ಥಿಗಳಿಗೆ ಉತ್ತಮ ಫಲಿತಾಂಶ ಲಭಿಸಲಿದೆ. ಕೆಲಸ ಕಾರ್ಯಗಳಲ್ಲಿ ಯಶಸ್ಸು ದೊರೆಯಲಿದೆ. ವಾರಾಂತ್ಯಕ್ಕೆ ಧರ್ಮಕ್ಷೇತ್ರ ಭೇಟಿ. xyxy=(170,1508,467,1551)
comic-strip xyxy=(906,1287,1527,2230)
panel-number: 1 xyxy=(927,1375,943,1391)
panel-caption: "ಬಕೆಟ್" ಚಿತ್ರ ಬಿಡಿಸಿ, 10 ಅಂಕಗಳು. "ಚೊಂಬಿನ" ಚಿತ್ರ ಬಿಡಿಸಿ, 5 ಅಂಕಗಳು ಎಂದಿತ್ತು ಪ್ರಶ್ನೆ. xyxy=(1221,1604,1509,1641)
zodiac-sign-box xyxy=(95,1789,469,1940)
zodiac-wheel-icon xyxy=(99,1226,172,1299)
